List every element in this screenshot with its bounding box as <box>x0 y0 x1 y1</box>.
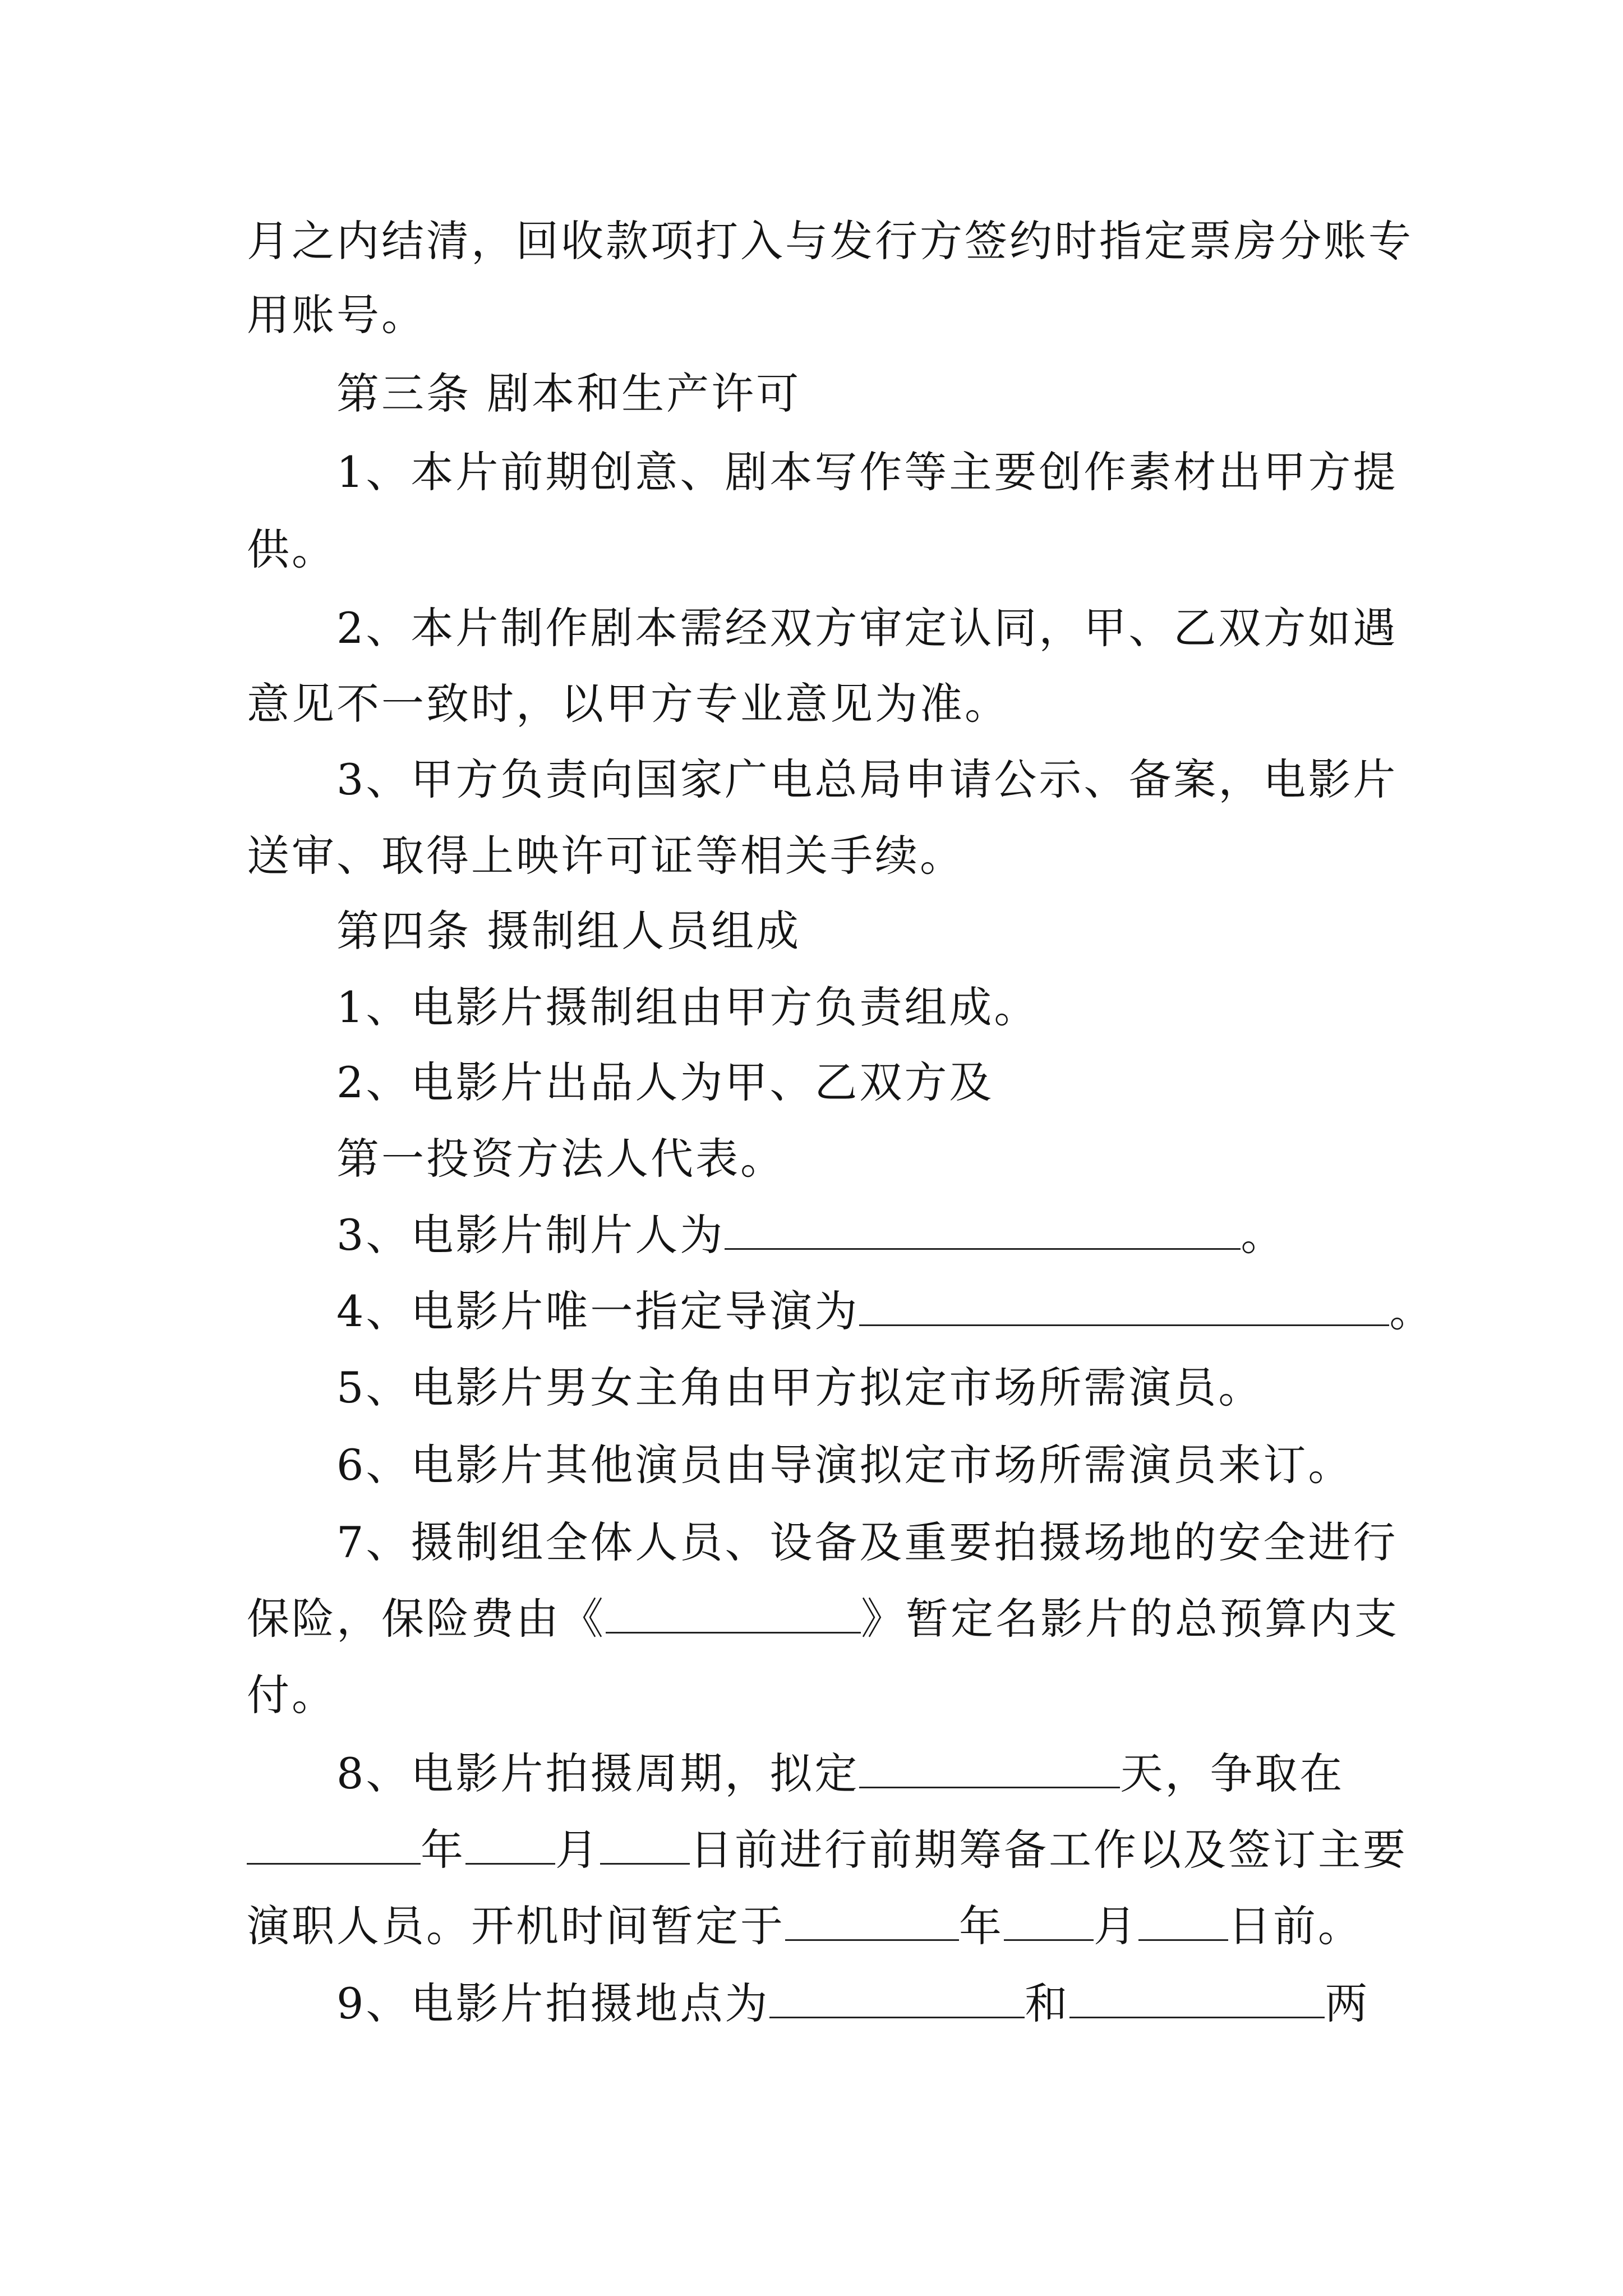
text-segment: 两 <box>1325 1978 1370 2028</box>
text-line: 6、电影片其他演员由导演拟定市场所需演员来订。 <box>336 1440 1353 1490</box>
text-line <box>247 1591 1399 1647</box>
text-line: 2、电影片出品人为甲、乙双方及 <box>336 1057 994 1107</box>
text-line <box>336 1746 1344 1802</box>
fill-in-blank <box>769 1983 1025 2018</box>
text-segment: 4、电影片唯一指定导演为 <box>336 1286 860 1336</box>
text-line: 用账号。 <box>247 290 426 340</box>
fill-in-blank <box>785 1906 959 1941</box>
text-line: 2、本片制作剧本需经双方审定认同，甲、乙双方如遇 <box>336 603 1398 653</box>
fill-in-blank <box>600 1829 690 1865</box>
text-segment: 。 <box>1241 1210 1286 1260</box>
text-line <box>336 1283 1434 1340</box>
fill-in-blank <box>465 1829 555 1865</box>
text-line: 1、本片前期创意、剧本写作等主要创作素材出甲方提 <box>336 447 1398 497</box>
fill-in-blank <box>859 1753 1120 1788</box>
text-line: 月之内结清，回收款项打入与发行方签约时指定票房分账专 <box>247 216 1413 266</box>
text-segment: 9、电影片拍摄地点为 <box>336 1978 770 2028</box>
text-segment: 演职人员。开机时间暂定于 <box>247 1901 785 1951</box>
text-segment: 天，争取在 <box>1120 1749 1345 1798</box>
section-heading: 第四条 摄制组人员组成 <box>336 906 801 956</box>
text-line: 1、电影片摄制组由甲方负责组成。 <box>336 982 1039 1032</box>
text-line: 7、摄制组全体人员、设备及重要拍摄场地的安全进行 <box>336 1517 1398 1567</box>
text-segment: 和 <box>1025 1978 1070 2028</box>
fill-in-blank <box>606 1598 861 1634</box>
text-segment: 月 <box>1094 1901 1138 1951</box>
text-line <box>247 1822 1408 1878</box>
text-segment: 日前。 <box>1228 1901 1363 1951</box>
text-segment: 。 <box>1389 1286 1435 1336</box>
text-segment: 年 <box>421 1825 465 1875</box>
text-segment: 月 <box>555 1825 600 1875</box>
text-line: 第一投资方法人代表。 <box>336 1134 785 1184</box>
section-heading: 第三条 剧本和生产许可 <box>336 369 801 418</box>
fill-in-blank <box>725 1214 1241 1250</box>
fill-in-blank <box>1138 1906 1228 1941</box>
text-segment: 8、电影片拍摄周期，拟定 <box>336 1749 860 1798</box>
text-line: 3、甲方负责向国家广电总局申请公示、备案，电影片 <box>336 754 1398 804</box>
text-line: 付。 <box>247 1670 336 1720</box>
text-line: 供。 <box>247 524 336 574</box>
text-segment: 日前进行前期筹备工作以及签订主要 <box>690 1825 1408 1875</box>
fill-in-blank <box>1069 1983 1325 2018</box>
text-line: 送审、取得上映许可证等相关手续。 <box>247 831 965 881</box>
fill-in-blank <box>247 1829 421 1865</box>
text-segment: 年 <box>959 1901 1004 1951</box>
text-segment: 》暂定名影片的总预算内支 <box>861 1594 1399 1644</box>
text-line: 意见不一致时，以甲方专业意见为准。 <box>247 679 1009 729</box>
fill-in-blank <box>859 1291 1389 1326</box>
text-line: 5、电影片男女主角由甲方拟定市场所需演员。 <box>336 1363 1264 1412</box>
text-line <box>336 1207 1285 1263</box>
text-segment: 保险，保险费由《 <box>247 1594 606 1644</box>
text-segment: 3、电影片制片人为 <box>336 1210 725 1260</box>
text-line <box>247 1898 1363 1954</box>
fill-in-blank <box>1004 1906 1094 1941</box>
text-line <box>336 1976 1370 2032</box>
